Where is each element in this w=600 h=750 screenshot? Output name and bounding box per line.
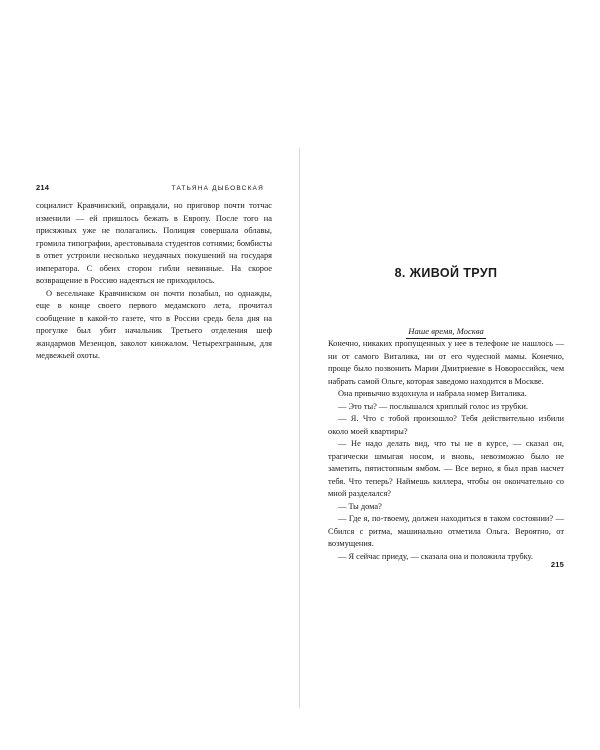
left-paragraph-2: О весельчаке Кравчинском он почти позабыл, но однажды, еще в конце своего первого медамского лета, прочитал сообщение в какой-то газете, что в России средь бела дня на прогулке был убит начальник Третьего отделения шеф жандармов Мезенцов, заколот кинжалом. Четырехгранным, для медвежьей охоты. <box>36 288 272 360</box>
right-paragraph-8: — Я сейчас приеду, — сказала она и положила трубку. <box>338 551 533 561</box>
place-time-label: Наше время, Москва <box>406 326 486 339</box>
author-running-head: ТАТЬЯНА ДЫБОВСКАЯ <box>171 185 264 192</box>
left-running-head <box>36 183 272 192</box>
right-paragraph-5: — Не надо делать вид, что ты не в курсе, — сказал он, трагически шмыгая носом, и вновь, невозможно было не заметить, пятистопным ямбом. — Все верно, я был прав насчет тебя. Что теперь? Наймешь киллера, чтобы он окончательно со мной разделался? <box>328 439 564 498</box>
place-time-heading <box>328 321 564 339</box>
right-page-text <box>328 338 564 563</box>
right-paragraph-4: — Я. Что с тобой произошло? Тебя действительно избили около моей квартиры? <box>328 414 564 436</box>
right-paragraph-2: Она привычно вздохнула и набрала номер Виталика. <box>338 389 527 398</box>
chapter-title: 8. ЖИВОЙ ТРУП <box>394 266 498 280</box>
left-paragraph-1: социалист Кравчинский, оправдали, но приговор почти тотчас изменили — ей пришлось бежать в Европу. После того на присяжных уже не полагались. Полиция совершала облавы, громила типографии, арестовывала студентов сотнями; бомбисты в ответ устроили несколько неудачных покушений на государя императора. С обеих сторон гибли невинные. На скорое возвращение в Россию надеяться не приходилось. <box>36 201 272 285</box>
left-page-text <box>36 200 272 363</box>
right-paragraph-3: — Это ты? — послышался хриплый голос из трубки. <box>338 401 528 411</box>
right-paragraph-7: — Где я, по-твоему, должен находиться в таком состоянии? — Сбился с ритма, машинально отметила Ольга. Вероятно, от возмущения. <box>328 514 564 548</box>
right-paragraph-1: Конечно, никаких пропущенных у нее в телефоне не нашлось — ни от самого Виталика, ни от его чудесной мамы. Конечно, проще было позвонить Марии Дмитриевне в Новороссийск, чем набрать самой Ольге, которая заведомо находится в Москве. <box>328 339 564 386</box>
left-page <box>36 183 272 363</box>
book-gutter <box>299 148 300 708</box>
right-page-number: 215 <box>550 560 564 569</box>
left-page-number: 214 <box>36 183 50 192</box>
right-paragraph-6: — Ты дома? <box>338 501 382 511</box>
